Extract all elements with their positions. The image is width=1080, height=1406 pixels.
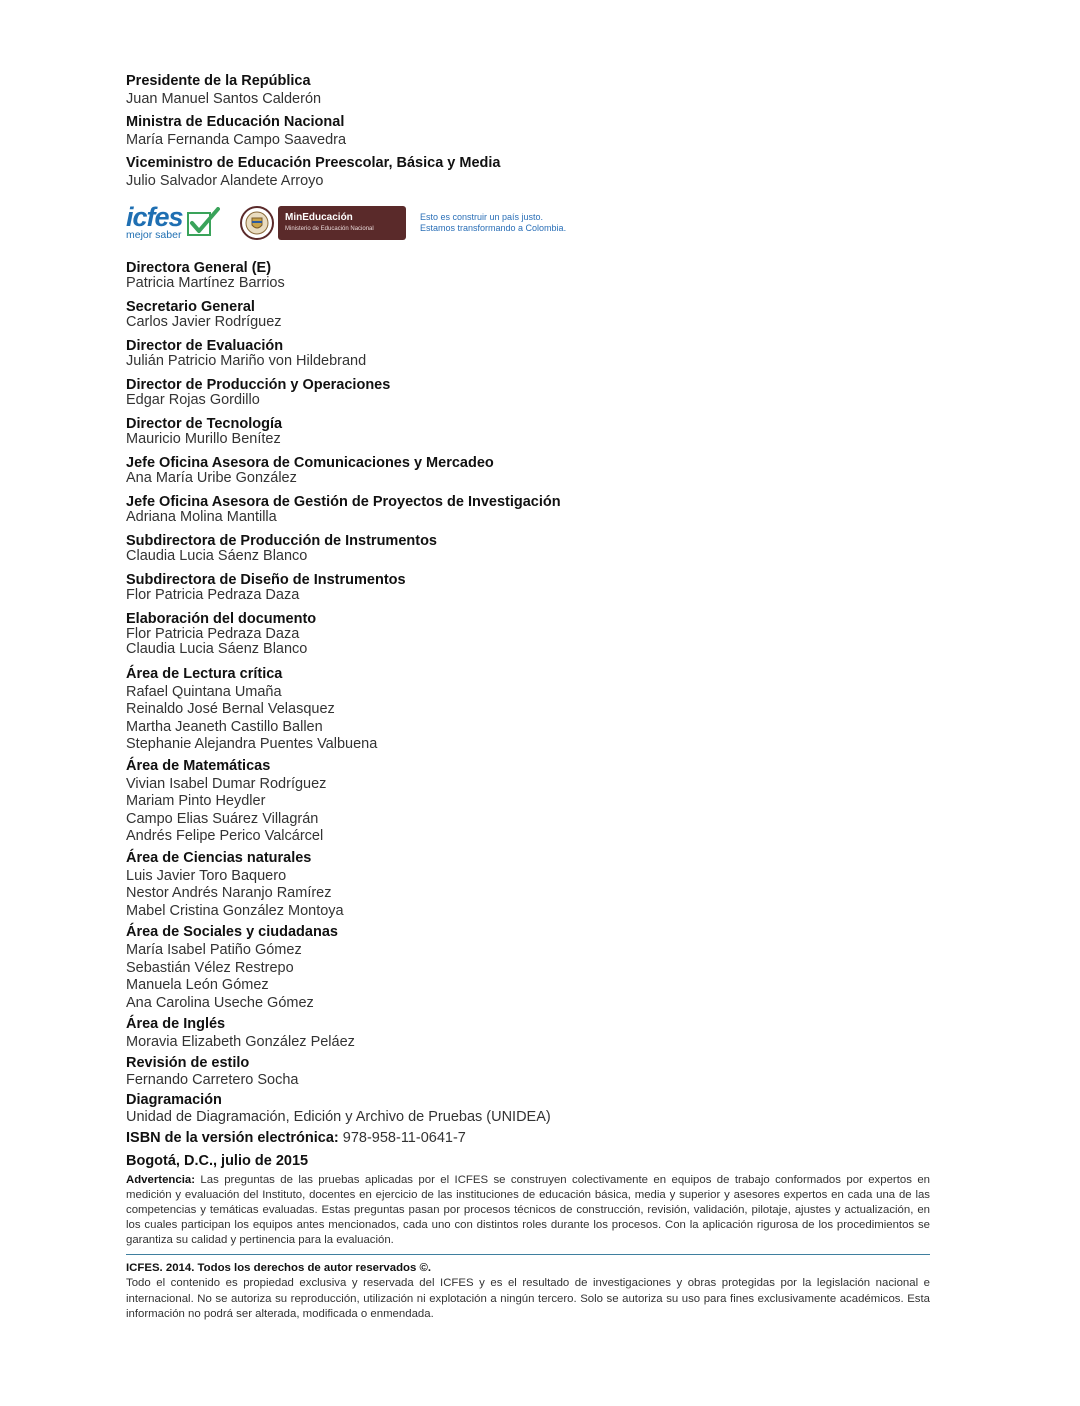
credit-block (126, 300, 930, 330)
credit-role: Director de Tecnología (126, 416, 283, 432)
credit-role: Director de Evaluación (126, 338, 284, 354)
credit-block (126, 378, 930, 408)
credit-name: Flor Patricia Pedraza Daza (126, 626, 300, 642)
credit-role: Área de Inglés (126, 1016, 226, 1033)
institute-staff (126, 261, 930, 657)
isbn-value: 978-958-11-0641-7 (342, 1130, 466, 1147)
credit-name: Stephanie Alejandra Puentes Valbuena (126, 736, 378, 753)
credit-name: Juan Manuel Santos Calderón (126, 91, 322, 107)
credit-name: Mauricio Murillo Benítez (126, 431, 281, 447)
credit-name: Edgar Rojas Gordillo (126, 392, 260, 408)
credit-role: Área de Matemáticas (126, 757, 271, 774)
credit-role: Viceministro de Educación Preescolar, Básica y Media (126, 155, 501, 171)
credit-block (126, 154, 930, 190)
copyright-title: ICFES. 2014. Todos los derechos de autor reservados ©. (126, 1262, 432, 1275)
credit-role: Jefe Oficina Asesora de Gestión de Proyectos de Investigación (126, 494, 561, 510)
isbn-line (126, 1129, 930, 1148)
credit-name: Claudia Lucia Sáenz Blanco (126, 641, 308, 657)
credit-name: Julián Patricio Mariño von Hildebrand (126, 353, 367, 369)
credit-name: Vivian Isabel Dumar Rodríguez (126, 775, 327, 792)
credit-name: Andrés Felipe Perico Valcárcel (126, 828, 324, 845)
credit-role: Jefe Oficina Asesora de Comunicaciones y Mercadeo (126, 455, 494, 471)
credit-name: Martha Jeaneth Castillo Ballen (126, 718, 323, 735)
logo-strip (126, 201, 930, 245)
credit-name: Fernando Carretero Socha (126, 1072, 299, 1089)
credit-name: Carlos Javier Rodríguez (126, 314, 282, 330)
subject-area-teams (126, 666, 930, 1051)
production-credits (126, 1055, 930, 1126)
credit-role: Subdirectora de Producción de Instrumentos (126, 533, 437, 549)
credit-name: Campo Elias Suárez Villagrán (126, 810, 319, 827)
credit-name: Mariam Pinto Heydler (126, 793, 266, 810)
credit-block (126, 924, 930, 1012)
mineducacion-title: MinEducación (285, 212, 353, 223)
credit-name: Ana Carolina Useche Gómez (126, 994, 314, 1011)
credit-block (126, 456, 930, 486)
credit-block (126, 72, 930, 108)
credit-block (126, 534, 930, 564)
isbn-label: ISBN de la versión electrónica: (126, 1130, 339, 1147)
credit-name: Sebastián Vélez Restrepo (126, 959, 294, 976)
credit-role: Revisión de estilo (126, 1055, 250, 1072)
credit-block (126, 417, 930, 447)
credit-role: Presidente de la República (126, 73, 311, 89)
checkmark-icon (186, 207, 220, 237)
credit-name: Moravia Elizabeth González Peláez (126, 1033, 355, 1050)
icfes-logo (126, 203, 226, 243)
credit-block (126, 612, 930, 657)
credit-role: Área de Ciencias naturales (126, 849, 312, 866)
credit-role: Diagramación (126, 1092, 222, 1109)
section-divider (126, 1254, 930, 1255)
icfes-logo-word: icfes (126, 202, 183, 232)
credit-name: Patricia Martínez Barrios (126, 275, 285, 291)
slogan-line: Estamos transformando a Colombia. (420, 223, 567, 233)
credit-role: Subdirectora de Diseño de Instrumentos (126, 572, 406, 588)
credit-block (126, 495, 930, 525)
credit-name: Mabel Cristina González Montoya (126, 902, 344, 919)
credit-role: Ministra de Educación Nacional (126, 114, 345, 130)
credit-block (126, 1092, 930, 1126)
icfes-logo-tagline: mejor saber (126, 229, 182, 241)
mineducacion-subtitle: Ministerio de Educación Nacional (285, 226, 374, 232)
warning-notice (126, 1173, 930, 1248)
credit-block (126, 573, 930, 603)
credits-page (126, 72, 930, 1322)
place-date: Bogotá, D.C., julio de 2015 (126, 1153, 309, 1170)
credit-block (126, 1055, 930, 1089)
credit-name: Unidad de Diagramación, Edición y Archivo de Pruebas (UNIDEA) (126, 1109, 551, 1126)
credit-block (126, 113, 930, 149)
warning-text: Las preguntas de las pruebas aplicadas por el ICFES se construyen colectivamente en equipos de trabajo conformados por expertos en medición y evaluación del Instituto, docentes en ejercicio de las instituciones de educación básica, media y superior y asesores expertos en cada una de las competencias y temáticas evaluadas. Estas preguntas pasan por procesos técnicos de construcción, revisión, validación, pilotaje, ajustes y actualización, en los cuales participan los equipos antes mencionados, cada uno con distintos roles durante los procesos. Con la aplicación rigurosa de los procedimientos se garantiza su calidad y pertinencia para la evaluación. (126, 1174, 930, 1247)
credit-block (126, 1016, 930, 1051)
credit-name: Luis Javier Toro Baquero (126, 867, 287, 884)
credit-name: María Isabel Patiño Gómez (126, 941, 302, 958)
slogan-line: Esto es construir un país justo. (420, 212, 544, 222)
credit-role: Área de Sociales y ciudadanas (126, 924, 338, 941)
credit-name: Manuela León Gómez (126, 977, 269, 994)
copyright-text: Todo el contenido es propiedad exclusiva y reservada del ICFES y es el resultado de investigaciones y obras protegidas por la legislación nacional e internacional. No se autoriza su reproducción, utilización ni explotación a ningún tercero. Solo se autoriza su uso para fines exclusivamente académicos. Esta información no podrá ser alterada, modificada o enmendada. (126, 1277, 930, 1320)
credit-name: Adriana Molina Mantilla (126, 509, 277, 525)
credit-block (126, 666, 930, 754)
credit-name: María Fernanda Campo Saavedra (126, 132, 347, 148)
colombia-coat-of-arms-icon (240, 206, 274, 240)
credit-block (126, 850, 930, 920)
warning-label: Advertencia: (126, 1174, 196, 1187)
government-officials (126, 72, 930, 190)
credit-block (126, 339, 930, 369)
credit-role: Elaboración del documento (126, 611, 317, 627)
credit-role: Secretario General (126, 299, 255, 315)
mineducacion-logo (278, 206, 406, 240)
credit-name: Ana María Uribe González (126, 470, 297, 486)
credit-name: Julio Salvador Alandete Arroyo (126, 173, 324, 189)
credit-block (126, 758, 930, 846)
credit-role: Área de Lectura crítica (126, 666, 283, 682)
credit-name: Flor Patricia Pedraza Daza (126, 587, 300, 603)
credit-role: Director de Producción y Operaciones (126, 377, 391, 393)
credit-name: Rafael Quintana Umaña (126, 683, 282, 700)
credit-role: Directora General (E) (126, 260, 272, 276)
credit-name: Reinaldo José Bernal Velasquez (126, 701, 335, 718)
credit-name: Claudia Lucia Sáenz Blanco (126, 548, 308, 564)
government-slogan (420, 212, 566, 234)
credit-name: Nestor Andrés Naranjo Ramírez (126, 885, 332, 902)
credit-block (126, 261, 930, 291)
